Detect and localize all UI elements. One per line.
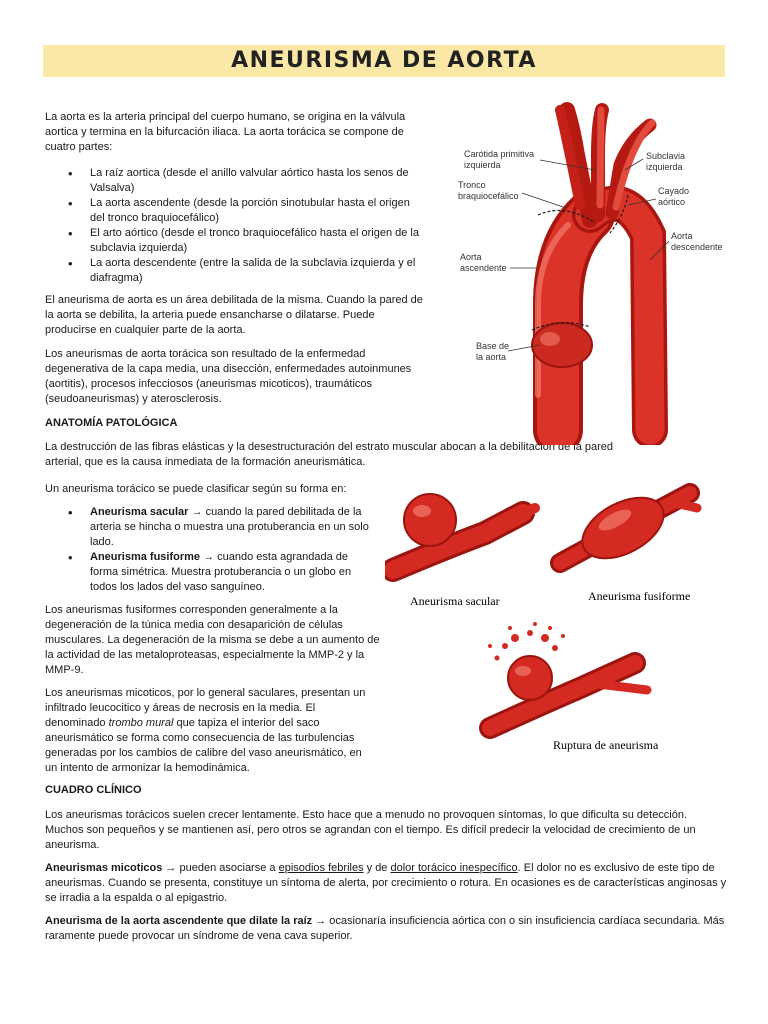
list-item: • La raíz aortica (desde el anillo valvular aórtico hasta los senos de Valsalva) [45, 166, 425, 196]
ascendente-clinic-paragraph: Aneurisma de la aorta ascendente que dilate la raíz → ocasionaría insuficiencia aórtica con o sin insuficiencia cardíaca secundaria. Más raramente puede provocar un síndrome de vena cava superior. [45, 915, 725, 942]
page-title: ANEURISMA DE AORTA [231, 48, 537, 73]
fusiformes-paragraph: Los aneurismas fusiformes corresponden generalmente a la degeneración de la túnica media con desaparición de células musculares. La degeneración de la misma se debe a un aumento de la actividad de las metaloproteasas, especialmente la MMP-2 y la MMP-9. [45, 604, 380, 676]
clasificar-paragraph: Un aneurisma torácico se puede clasificar según su forma en: [45, 483, 347, 495]
aorta-parts-list [45, 166, 425, 286]
cuadro-paragraph: Los aneurismas torácicos suelen crecer lentamente. Esto hace que a menudo no provoquen síntomas, lo que dificulta su detección. Muchos son pequeños y se mantienen así, pero otros se agrandan con el tiempo. Es difícil predecir la velocidad de crecimiento de un aneurisma. [45, 809, 696, 851]
aorta-anatomy-illustration [440, 95, 730, 445]
blood-spray [488, 622, 565, 661]
label-aorta-descendente: Aorta [671, 231, 693, 241]
intro-paragraph: La aorta es la arteria principal del cuerpo humano, se origina en la válvula aortica y termina en la bifurcación iliaca. La aorta torácica se compone de cuatro partes: [45, 111, 406, 153]
definition-paragraph: El aneurisma de aorta es un área debilitada de la misma. Cuando la pared de la aorta se debilita, la arteria puede ensancharse o dilatarse. Puede producirse en cualquier parte de la aorta. [45, 294, 423, 336]
label-carotida: Carótida primitiva [464, 149, 535, 159]
label-tronco: Tronco [458, 180, 486, 190]
heading-anatomia: ANATOMÍA PATOLÓGICA [45, 417, 178, 429]
list-item [45, 505, 375, 550]
caption-sacular: Aneurisma sacular [410, 594, 500, 608]
title-banner [43, 45, 725, 77]
arrow-icon: → [188, 506, 206, 518]
type-desc: cuando esta agrandada de forma simétrica. Muestra protuberancia o un globo en todos los lados del vaso sanguíneo. [90, 551, 352, 593]
caption-fusiforme: Aneurisma fusiforme [588, 589, 691, 603]
svg-text:descendente: descendente [671, 242, 723, 252]
svg-text:Cayado [658, 186, 689, 196]
micoticos-paragraph: Los aneurismas micoticos, por lo general saculares, presentan un infiltrado leucocitico y áreas de necrosis en la media. El denominado trombo mural que tapiza el interior del saco aneurismático se forma como consecuencia de las turbulencias generadas por los cambios de calibre del vaso aneurismático, en un intento de armonizar la hemodinámica. [45, 687, 366, 774]
type-name: Aneurisma fusiforme [90, 551, 201, 563]
list-item: • La aorta descendente (entre la salida de la subclavia izquierda y el diafragma) [45, 256, 425, 286]
saccular-aneurysm-drawing [393, 494, 535, 570]
svg-text:braquiocefálico: braquiocefálico [458, 191, 519, 201]
label-base-aorta: Base de [476, 341, 510, 351]
micoticos-clinic-paragraph: Aneurismas micoticos → pueden asociarse a episodios febriles y de dolor torácico inespecífico. El dolor no es exclusivo de este tipo de aneurismas. Cuando se presenta, constituye un síntoma de alerta, por crecimiento o rotura. En ocasiones es de características anginosas y se irradia a la espalda o al epigastrio. [45, 862, 727, 904]
destruccion-paragraph: La destrucción de las fibras elásticas y la desestructuración del estrato muscular abocan a la debilitación de la pared arterial, que es la causa inmediata de la formación aneurismática. [45, 441, 614, 468]
svg-text:izquierda: izquierda [646, 162, 683, 172]
svg-text:Aorta [671, 231, 693, 241]
svg-text:Base de [476, 341, 509, 351]
svg-text:Carótida primitiva [464, 149, 534, 159]
list-item: • La aorta ascendente (desde la porción sinotubular hasta el origen del tronco braquiocefálico) [45, 196, 425, 226]
svg-text:izquierda: izquierda [464, 160, 501, 170]
aneurysm-types-list [45, 505, 375, 595]
arrow-icon: → [162, 862, 180, 874]
label-cayado: Cayado [658, 186, 690, 196]
caption-ruptura: Ruptura de aneurisma [553, 738, 659, 752]
label-aorta-ascendente: Aorta [460, 252, 482, 262]
svg-text:Subclavia [646, 151, 685, 161]
fusiform-aneurysm-drawing [560, 485, 697, 570]
svg-text:la aorta: la aorta [476, 352, 507, 362]
aortic-root-bulb [532, 323, 592, 367]
trombo-mural-term: trombo mural [108, 717, 174, 729]
aorta-vessels [538, 110, 652, 430]
aneurysm-types-illustration [385, 478, 715, 768]
type-desc: cuando la pared debilitada de la arteria se hincha o muestra una protuberancia en un solo lado. [90, 506, 369, 548]
svg-text:Tronco [458, 180, 486, 190]
causes-paragraph: Los aneurismas de aorta torácica son resultado de la enfermedad degenerativa de la capa media, una disección, enfermedades autoinmunes (aortitis), procesos infecciosos (aneurismas micoticos), traumáticos (seudoaneurismas) y aterosclerosis. [45, 348, 412, 405]
type-name: Aneurisma sacular [90, 506, 189, 518]
heading-cuadro: CUADRO CLÍNICO [45, 784, 142, 796]
svg-text:aórtico: aórtico [658, 197, 686, 207]
svg-text:ascendente: ascendente [460, 263, 507, 273]
svg-text:Aorta [460, 252, 482, 262]
ruptured-aneurysm-drawing [488, 622, 647, 728]
list-item: • El arto aórtico (desde el tronco braquiocefálico hasta el origen de la subclavia izquierda) [45, 226, 425, 256]
list-item [45, 550, 375, 595]
label-subclavia: Subclavia [646, 151, 686, 161]
arrow-icon: → [312, 915, 330, 927]
arrow-icon: → [200, 551, 218, 563]
